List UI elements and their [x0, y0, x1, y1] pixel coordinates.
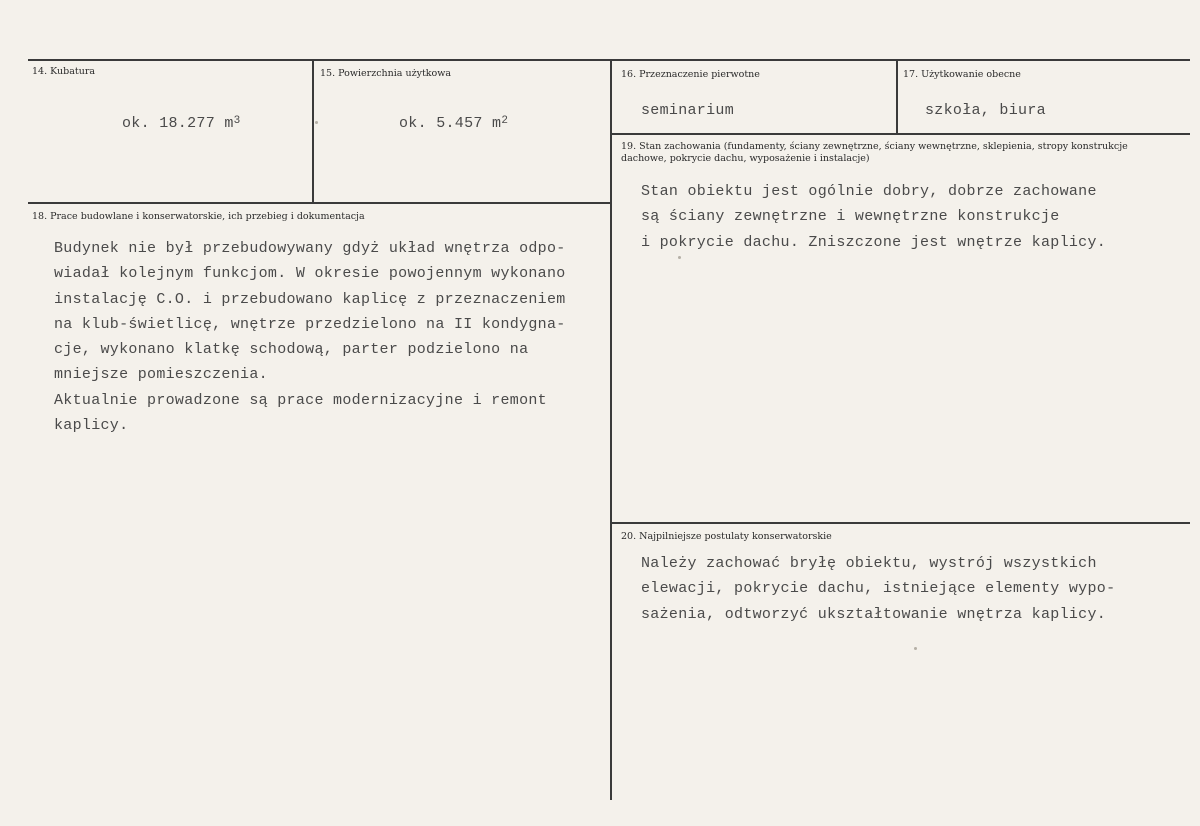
- divider-16-17: [896, 60, 898, 134]
- field-18-line: instalację C.O. i przebudowano kaplicę z przeznaczeniem: [54, 290, 566, 308]
- top-rule: [28, 59, 1190, 61]
- paper-speck: [914, 647, 917, 650]
- field-18-line: cje, wykonano klatkę schodową, parter podzielono na: [54, 341, 529, 359]
- rule-under-16-17: [612, 133, 1190, 135]
- field-15-label: 15. Powierzchnia użytkowa: [320, 68, 452, 79]
- field-19-label: 19. Stan zachowania (fundamenty, ściany zewnętrzne, ściany wewnętrzne, sklepienia, stropy konstrukcje dachowe, pokrycie dachu, wyposażenie i instalacje): [621, 141, 1128, 164]
- field-15-value-text: ok. 5.457 m: [399, 115, 502, 132]
- paper-speck: [315, 121, 318, 124]
- field-20-line: Należy zachować bryłę obiektu, wystrój wszystkich: [641, 555, 1097, 572]
- field-20-text: [641, 551, 1115, 627]
- field-16-value: seminarium: [641, 102, 735, 119]
- field-15-value: [399, 115, 508, 132]
- field-19-line: Stan obiektu jest ogólnie dobry, dobrze zachowane: [641, 183, 1097, 200]
- field-14-value: [122, 115, 241, 132]
- field-14-unit-exponent: 3: [233, 115, 241, 127]
- field-19-line: i pokrycie dachu. Zniszczone jest wnętrze kaplicy.: [641, 233, 1107, 251]
- field-14-label: 14. Kubatura: [32, 66, 96, 77]
- field-18-text: [54, 236, 566, 438]
- field-20-line: sażenia, odtworzyć ukształtowanie wnętrza kaplicy.: [641, 605, 1107, 623]
- field-19-text: [641, 179, 1106, 255]
- field-15-unit-exponent: 2: [501, 115, 509, 127]
- divider-14-15: [312, 60, 314, 204]
- field-18-line: kaplicy.: [54, 417, 129, 435]
- field-18-line: na klub-świetlicę, wnętrze przedzielono na II kondygna-: [54, 315, 566, 333]
- paper-speck: [678, 256, 681, 259]
- field-17-value: szkoła, biura: [925, 102, 1046, 119]
- field-16-label: 16. Przeznaczenie pierwotne: [621, 69, 760, 80]
- field-17-label: 17. Użytkowanie obecne: [903, 69, 1021, 80]
- field-18-line: wiadał kolejnym funkcjom. W okresie powojennym wykonano: [54, 265, 566, 283]
- field-18-line: Budynek nie był przebudowywany gdyż układ wnętrza odpo-: [54, 240, 566, 257]
- field-20-label: 20. Najpilniejsze postulaty konserwatorskie: [621, 531, 832, 542]
- field-20-line: elewacji, pokrycie dachu, istniejące elementy wypo-: [641, 580, 1116, 598]
- field-18-line: Aktualnie prowadzone są prace modernizacyjne i remont: [54, 391, 547, 409]
- rule-under-19: [612, 522, 1190, 524]
- rule-under-14-15: [28, 202, 612, 204]
- divider-main: [610, 60, 612, 800]
- field-18-line: mniejsze pomieszczenia.: [54, 366, 268, 384]
- field-19-line: są ściany zewnętrzne i wewnętrzne konstrukcje: [641, 208, 1060, 226]
- field-14-value-text: ok. 18.277 m: [122, 115, 234, 132]
- field-18-label: 18. Prace budowlane i konserwatorskie, ich przebieg i dokumentacja: [32, 211, 365, 222]
